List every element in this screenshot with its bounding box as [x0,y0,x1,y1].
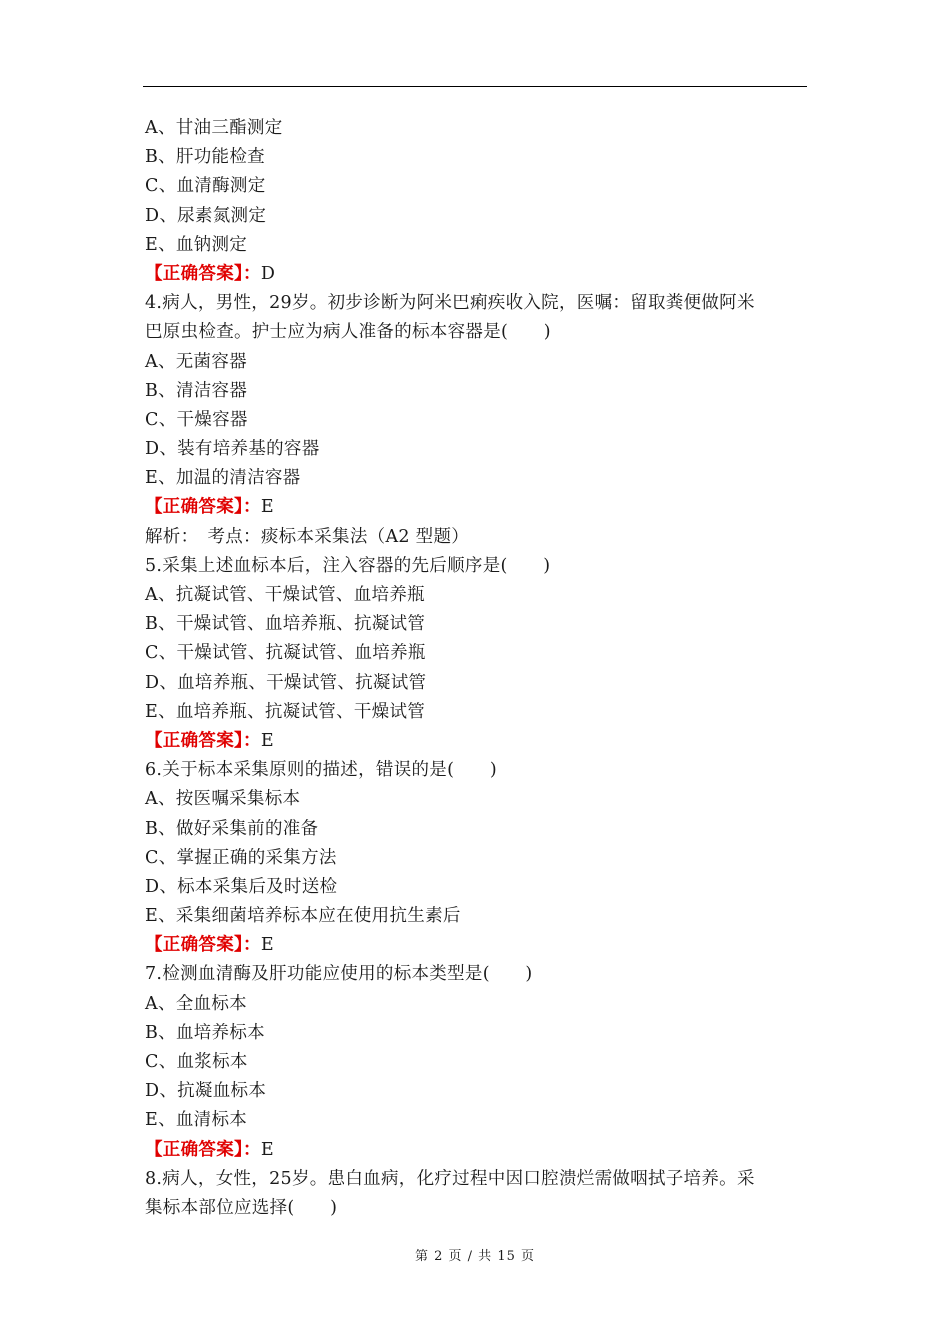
q5-answer-line [145,727,805,756]
q3-answer: D [260,263,276,284]
q7-option-c: C、血浆标本 [145,1052,248,1072]
q4-answer: E [260,497,274,518]
q3-option-d: D、尿素氮测定 [145,205,267,226]
q5-stem: 5.采集上述血标本后，注入容器的先后顺序是( ) [145,555,551,576]
q4-analysis: 解析： 考点：痰标本采集法（A2 型题） [145,526,470,547]
q7-answer: E [260,1139,274,1160]
q8-stem-line1: 8.病人，女性，25岁。患白血病，化疗过程中因口腔溃烂需做咽拭子培养。采 [145,1168,755,1189]
answer-label: 【正确答案】： [145,935,261,956]
answer-label: 【正确答案】： [145,263,261,284]
q8-stem-line2: 集标本部位应选择( ) [145,1197,338,1218]
q5-answer: E [260,730,274,751]
q7-option-d: D、抗凝血标本 [145,1081,267,1102]
q7-option-a: A、全血标本 [145,993,247,1014]
q3-answer-line [145,260,805,289]
answer-label: 【正确答案】： [145,730,261,751]
answer-label: 【正确答案】： [145,497,261,518]
q4-stem-line1: 4.病人，男性，29岁。初步诊断为阿米巴痢疾收入院，医嘱：留取粪便做阿米 [145,293,755,314]
answer-label: 【正确答案】： [145,1139,261,1160]
q4-answer-line [145,493,805,522]
q4-option-a: A、无菌容器 [145,351,247,372]
q5-option-c: C、干燥试管、抗凝试管、血培养瓶 [145,643,426,664]
q3-option-c: C、血清酶测定 [145,176,266,197]
q3-option-b: B、肝功能检查 [145,147,265,168]
q4-option-b: B、清洁容器 [145,380,248,401]
header-rule [143,86,807,87]
q4-option-e: E、加温的清洁容器 [145,468,301,489]
q6-option-d: D、标本采集后及时送检 [145,876,338,897]
q5-option-b: B、干燥试管、血培养瓶、抗凝试管 [145,614,426,635]
q3-option-a: A、甘油三酯测定 [145,118,283,138]
q4-option-d: D、装有培养基的容器 [145,439,320,460]
q6-option-c: C、掌握正确的采集方法 [145,847,337,868]
q4-stem-line2: 巴原虫检查。护士应为病人准备的标本容器是( ) [145,322,551,343]
q7-option-b: B、血培养标本 [145,1022,265,1043]
q4-option-c: C、干燥容器 [145,409,248,430]
q6-answer: E [260,935,274,956]
q6-stem: 6.关于标本采集原则的描述，错误的是( ) [145,760,497,781]
q5-option-a: A、抗凝试管、干燥试管、血培养瓶 [145,585,425,605]
q6-option-a: A、按医嘱采集标本 [145,789,301,810]
page-footer: 第 2 页 / 共 15 页 [415,1249,535,1264]
q5-option-e: E、血培养瓶、抗凝试管、干燥试管 [145,701,426,722]
q7-answer-line [145,1136,805,1165]
q6-answer-line [145,931,805,960]
question-content [145,114,805,1223]
q6-option-e: E、采集细菌培养标本应在使用抗生素后 [145,906,461,927]
q3-option-e: E、血钠测定 [145,234,248,255]
q7-option-e: E、血清标本 [145,1110,248,1131]
q6-option-b: B、做好采集前的准备 [145,818,319,839]
q5-option-d: D、血培养瓶、干燥试管、抗凝试管 [145,672,427,693]
q7-stem: 7.检测血清酶及肝功能应使用的标本类型是( ) [145,964,533,985]
